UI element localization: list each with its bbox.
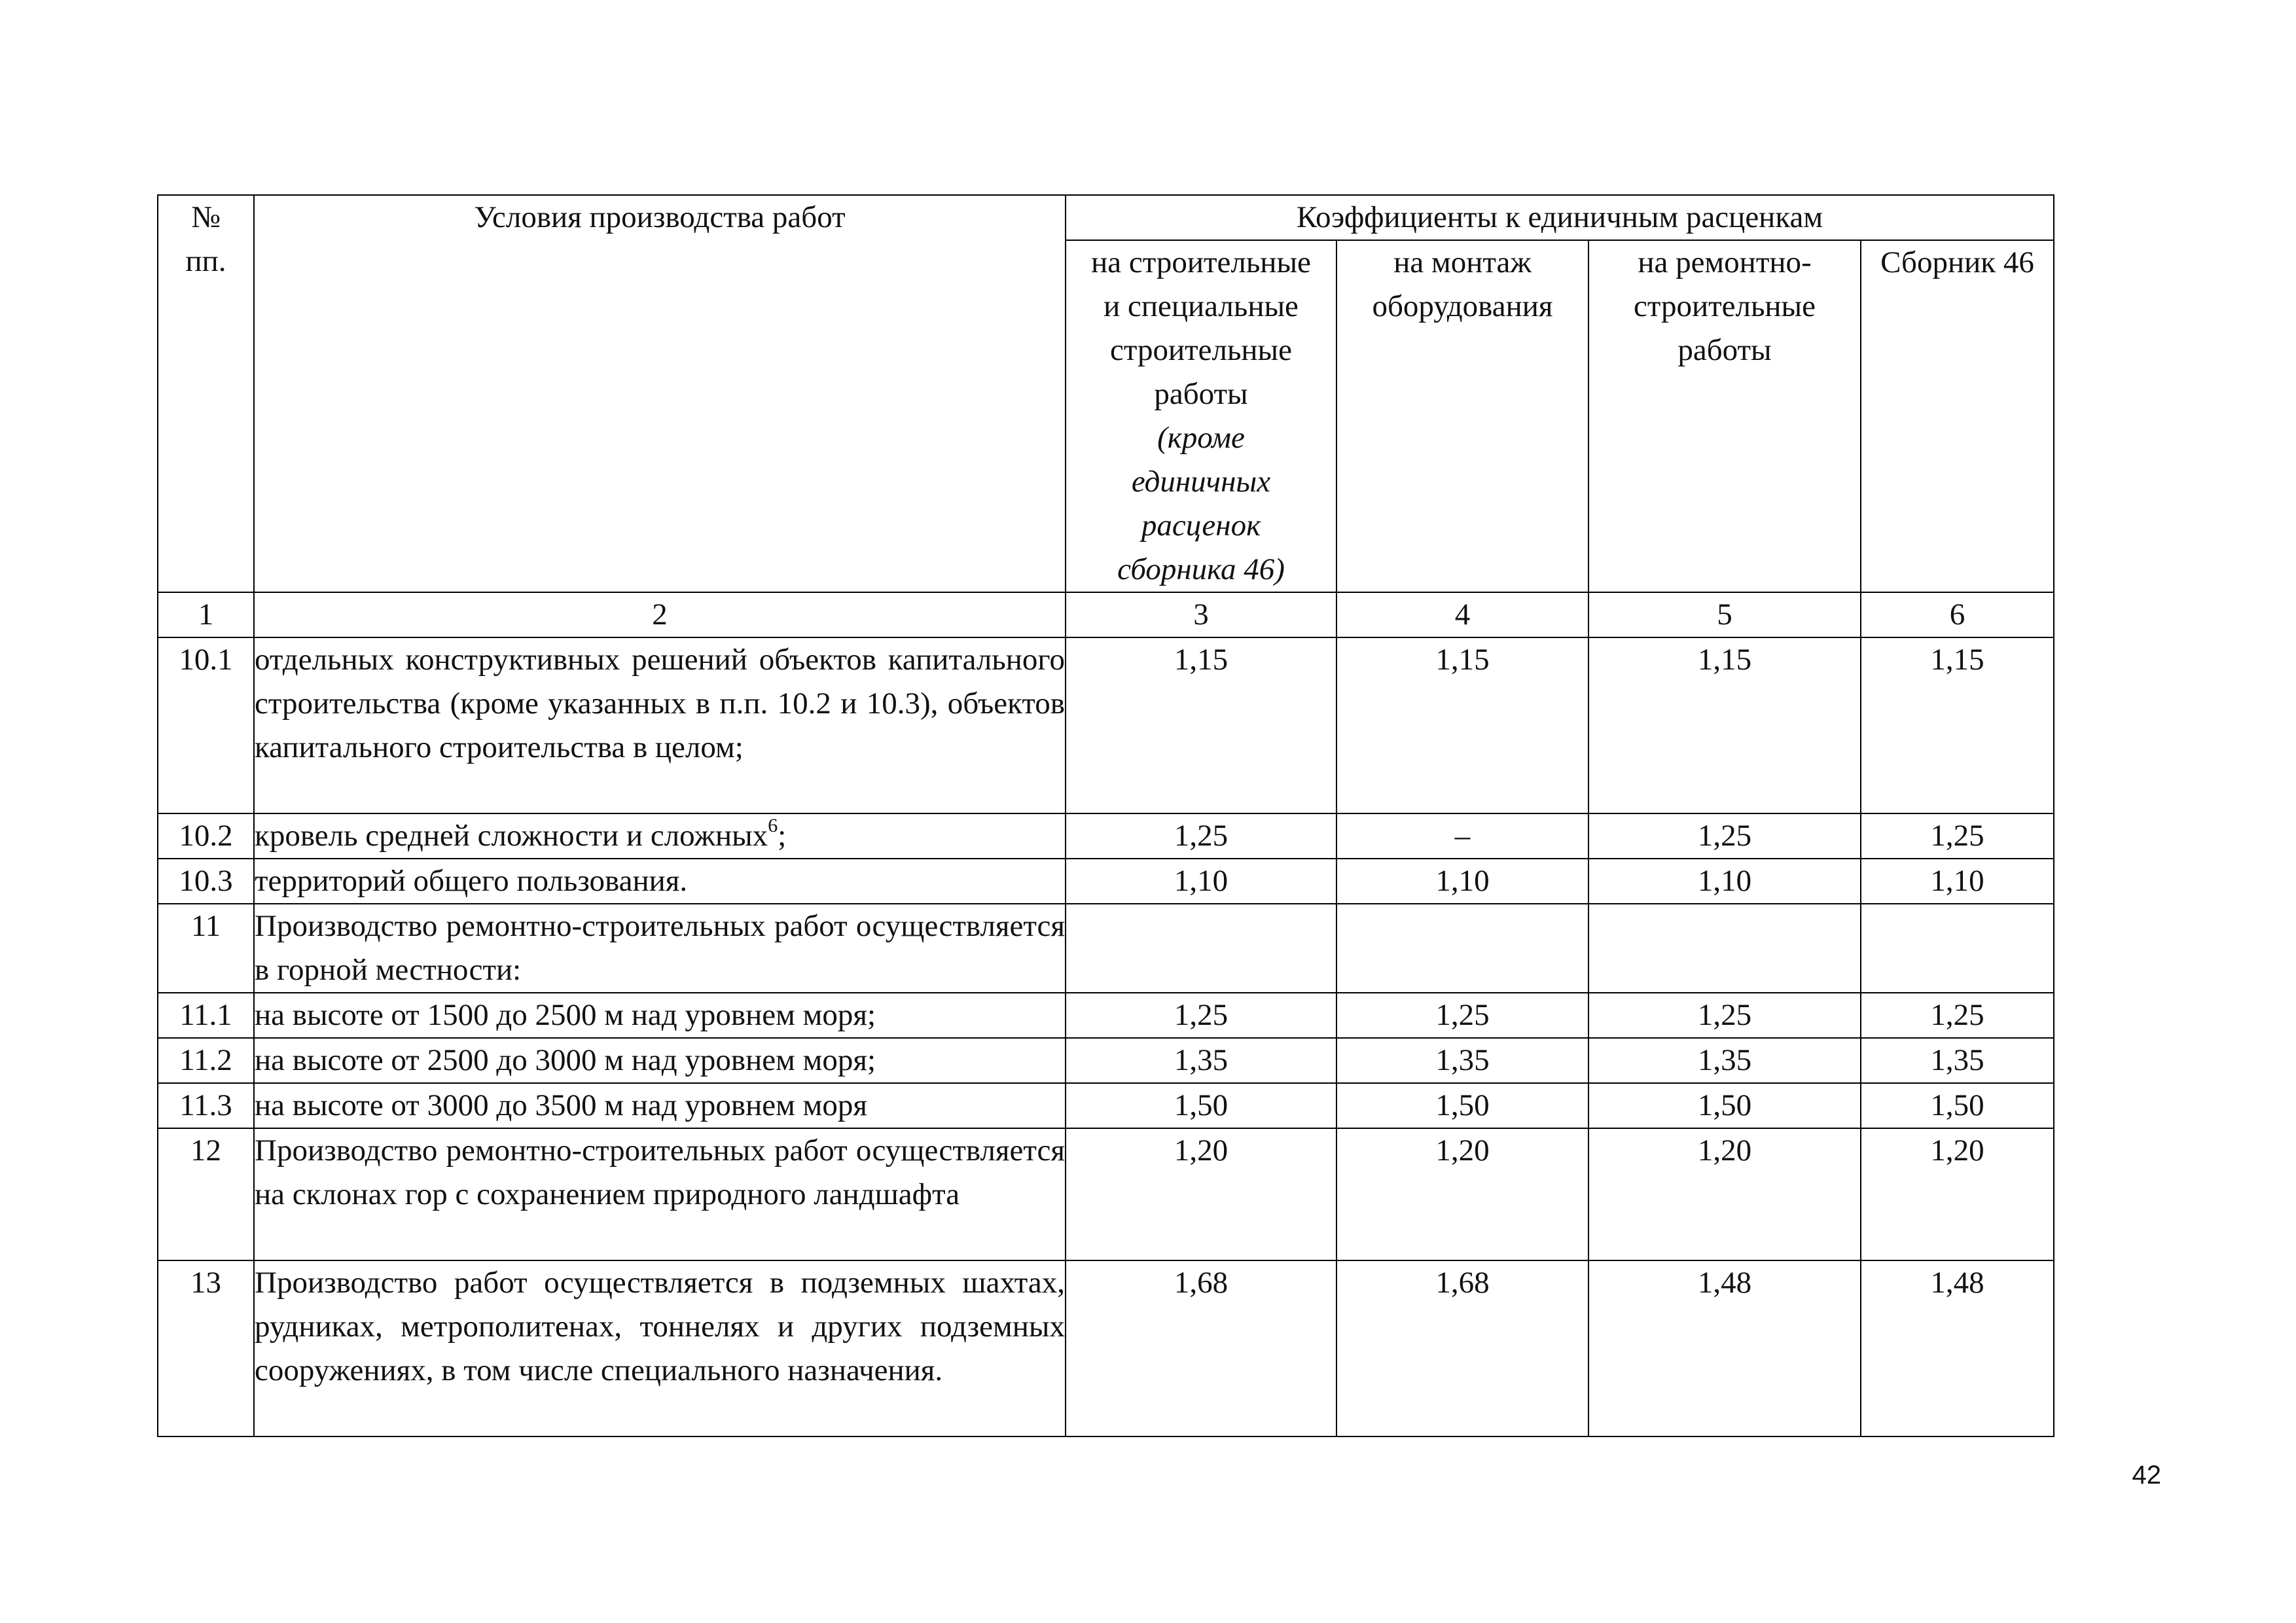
column-number: 5 <box>1588 592 1861 637</box>
row-coef-construction: 1,35 <box>1066 1038 1336 1083</box>
header-col5-line: строительные <box>1633 289 1816 323</box>
table-row <box>158 993 2054 1038</box>
row-coef-construction: 1,15 <box>1066 637 1336 813</box>
header-col4-line: оборудования <box>1372 289 1553 323</box>
row-condition-text: Производство ремонтно-строительных работ осуществляется на склонах гор с сохранением природного ландшафта <box>254 1128 1066 1260</box>
row-number: 11.2 <box>158 1038 254 1083</box>
row-number: 11.3 <box>158 1083 254 1128</box>
row-number: 13 <box>158 1260 254 1436</box>
row-condition-text: на высоте от 2500 до 3000 м над уровнем моря; <box>254 1038 1066 1083</box>
header-number-cell <box>158 195 254 592</box>
row-coef-installation: 1,10 <box>1336 859 1588 904</box>
row-coef-installation: 1,20 <box>1336 1128 1588 1260</box>
row-condition-text: Производство работ осуществляется в подземных шахтах, рудниках, метрополитенах, тоннелях и других подземных сооружениях, в том числе специального назначения. <box>254 1260 1066 1436</box>
table-row <box>158 904 2054 993</box>
row-coef-installation: 1,50 <box>1336 1083 1588 1128</box>
row-condition-text: на высоте от 1500 до 2500 м над уровнем моря; <box>254 993 1066 1038</box>
row-number: 12 <box>158 1128 254 1260</box>
row-coef-collection-46: 1,50 <box>1861 1083 2054 1128</box>
header-col3-line: работы <box>1154 377 1248 411</box>
header-col3-line: на строительные <box>1091 245 1311 279</box>
header-number-symbol: № <box>191 200 221 234</box>
table-row <box>158 1083 2054 1128</box>
row-condition-text: на высоте от 3000 до 3500 м над уровнем моря <box>254 1083 1066 1128</box>
header-col4-installation <box>1336 240 1588 592</box>
row-coef-repair: 1,10 <box>1588 859 1861 904</box>
row-coef-collection-46: 1,35 <box>1861 1038 2054 1083</box>
row-coef-repair: 1,48 <box>1588 1260 1861 1436</box>
table-row <box>158 637 2054 813</box>
header-col6-collection-46: Сборник 46 <box>1861 240 2054 592</box>
row-coef-construction: 1,20 <box>1066 1128 1336 1260</box>
row-coef-construction: 1,50 <box>1066 1083 1336 1128</box>
row-number: 10.1 <box>158 637 254 813</box>
header-conditions: Условия производства работ <box>254 195 1066 592</box>
row-condition-text: отдельных конструктивных решений объектов капитального строительства (кроме указанных в п.п. 10.2 и 10.3), объектов капитального строительства в целом; <box>254 637 1066 813</box>
column-number: 4 <box>1336 592 1588 637</box>
row-coef-repair: 1,20 <box>1588 1128 1861 1260</box>
row-coef-repair: 1,25 <box>1588 993 1861 1038</box>
row-coef-installation <box>1336 904 1588 993</box>
table-row <box>158 1260 2054 1436</box>
row-coef-collection-46: 1,25 <box>1861 993 2054 1038</box>
page-number: 42 <box>2132 1461 2161 1489</box>
row-coef-collection-46: 1,25 <box>1861 813 2054 859</box>
header-number-abbrev: пп. <box>185 244 226 278</box>
row-coef-repair: 1,15 <box>1588 637 1861 813</box>
header-col3-construction <box>1066 240 1336 592</box>
row-number: 11 <box>158 904 254 993</box>
header-col3-note-line: расценок <box>1141 508 1261 543</box>
header-col3-note-line: (кроме <box>1157 421 1245 455</box>
row-number: 11.1 <box>158 993 254 1038</box>
row-coef-collection-46: 1,48 <box>1861 1260 2054 1436</box>
column-numbering-row <box>158 592 2054 637</box>
row-condition-text <box>254 813 1066 859</box>
row-condition-text: Производство ремонтно-строительных работ осуществляется в горной местности: <box>254 904 1066 993</box>
table-row <box>158 1038 2054 1083</box>
row-coef-construction: 1,25 <box>1066 993 1336 1038</box>
row-coef-installation: 1,35 <box>1336 1038 1588 1083</box>
table-row <box>158 813 2054 859</box>
row-condition-tail: ; <box>778 819 787 853</box>
coefficients-table <box>157 194 2054 1437</box>
header-col3-note-line: сборника 46) <box>1117 552 1285 586</box>
row-coef-collection-46 <box>1861 904 2054 993</box>
row-number: 10.2 <box>158 813 254 859</box>
table-row <box>158 859 2054 904</box>
header-col3-line: строительные <box>1109 333 1292 367</box>
row-coef-installation: 1,15 <box>1336 637 1588 813</box>
column-number: 6 <box>1861 592 2054 637</box>
row-coef-construction: 1,10 <box>1066 859 1336 904</box>
row-coef-installation: 1,25 <box>1336 993 1588 1038</box>
row-coef-construction <box>1066 904 1336 993</box>
header-col4-line: на монтаж <box>1393 245 1532 279</box>
row-coef-construction: 1,25 <box>1066 813 1336 859</box>
row-coef-collection-46: 1,10 <box>1861 859 2054 904</box>
header-col5-line: на ремонтно- <box>1638 245 1812 279</box>
row-coef-installation: – <box>1336 813 1588 859</box>
row-coef-repair: 1,35 <box>1588 1038 1861 1083</box>
row-number: 10.3 <box>158 859 254 904</box>
row-coef-construction: 1,68 <box>1066 1260 1336 1436</box>
row-condition-main: кровель средней сложности и сложных <box>255 819 768 853</box>
row-condition-text: территорий общего пользования. <box>254 859 1066 904</box>
row-coef-repair <box>1588 904 1861 993</box>
column-number: 1 <box>158 592 254 637</box>
row-coef-repair: 1,50 <box>1588 1083 1861 1128</box>
header-col3-note-line: единичных <box>1131 465 1271 499</box>
row-coef-repair: 1,25 <box>1588 813 1861 859</box>
header-col5-line: работы <box>1677 333 1772 367</box>
table-row <box>158 1128 2054 1260</box>
row-coef-collection-46: 1,20 <box>1861 1128 2054 1260</box>
row-coef-collection-46: 1,15 <box>1861 637 2054 813</box>
row-coef-installation: 1,68 <box>1336 1260 1588 1436</box>
column-number: 2 <box>254 592 1066 637</box>
header-col3-line: и специальные <box>1103 289 1299 323</box>
column-number: 3 <box>1066 592 1336 637</box>
header-coefficients-group: Коэффициенты к единичным расценкам <box>1066 195 2054 240</box>
header-col5-repair <box>1588 240 1861 592</box>
footnote-marker: 6 <box>768 815 778 837</box>
